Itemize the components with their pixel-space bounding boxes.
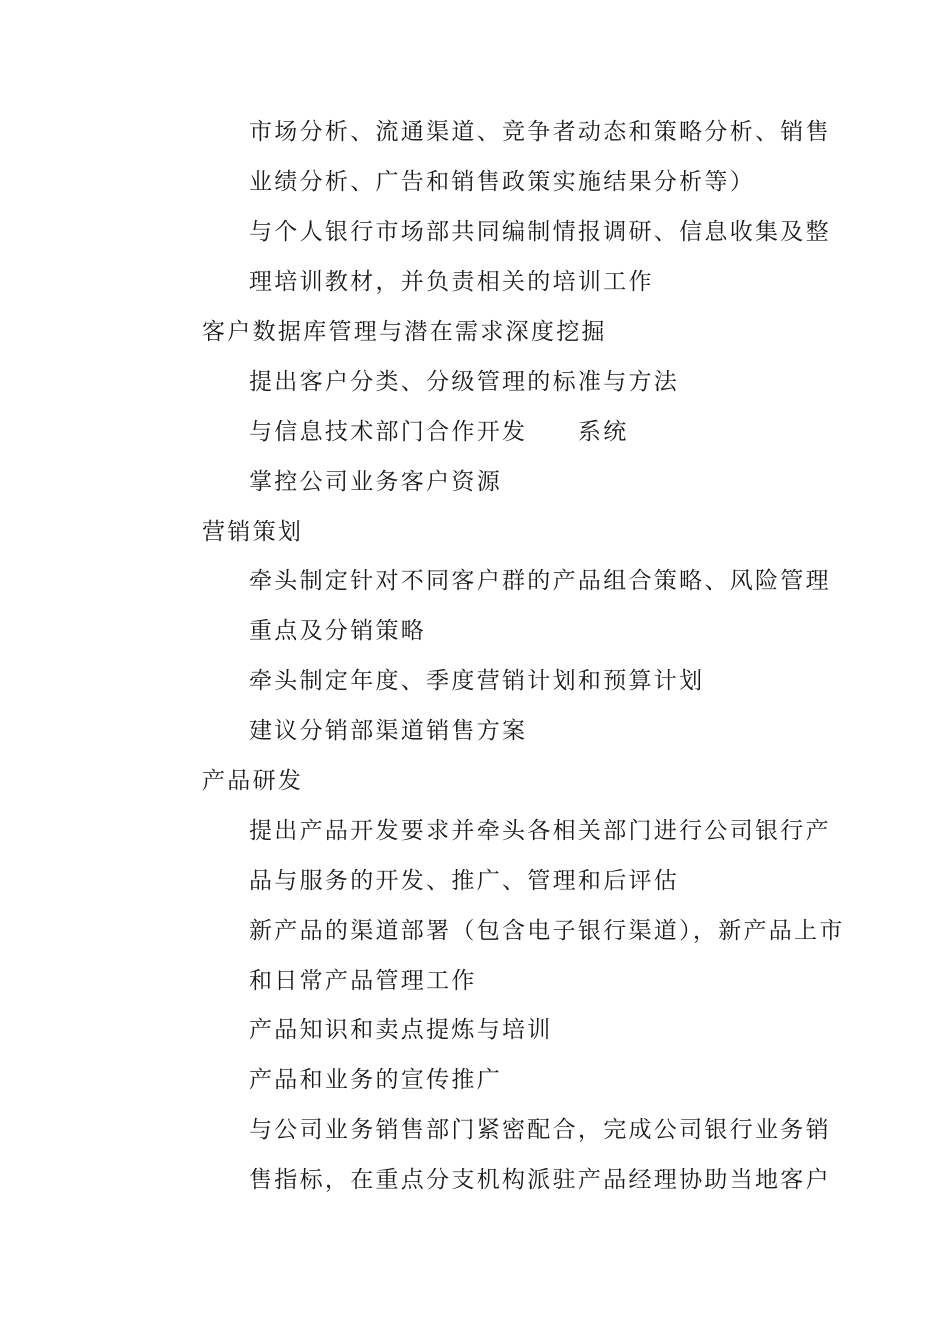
body-line: 与公司业务销售部门紧密配合，完成公司银行业务销 [249, 1117, 831, 1143]
body-line: 产品知识和卖点提炼与培训 [249, 1017, 553, 1043]
body-line: 提出产品开发要求并牵头各相关部门进行公司银行产 [249, 818, 831, 844]
body-line: 与个人银行市场部共同编制情报调研、信息收集及整 [249, 219, 831, 245]
body-line: 售指标，在重点分支机构派驻产品经理协助当地客户 [249, 1167, 831, 1193]
body-line: 掌控公司业务客户资源 [249, 469, 502, 495]
body-line: 牵头制定年度、季度营销计划和预算计划 [249, 668, 705, 694]
body-line: 产品和业务的宣传推广 [249, 1067, 502, 1093]
section-heading: 营销策划 [202, 519, 304, 545]
body-line: 建议分销部渠道销售方案 [249, 718, 528, 744]
body-line: 牵头制定针对不同客户群的产品组合策略、风险管理 [249, 568, 831, 594]
body-line: 品与服务的开发、推广、管理和后评估 [249, 868, 680, 894]
body-line: 和日常产品管理工作 [249, 968, 477, 994]
body-line: 业绩分析、广告和销售政策实施结果分析等） [249, 169, 755, 195]
body-line: 市场分析、流通渠道、竞争者动态和策略分析、销售 [249, 119, 831, 145]
body-line: 重点及分销策略 [249, 618, 427, 644]
body-line: 提出客户分类、分级管理的标准与方法 [249, 369, 680, 395]
section-heading: 产品研发 [202, 768, 304, 794]
body-line: 新产品的渠道部署（包含电子银行渠道），新产品上市 [249, 918, 845, 944]
body-line: 与信息技术部门合作开发 系统 [249, 419, 629, 445]
section-heading: 客户数据库管理与潜在需求深度挖掘 [202, 319, 607, 345]
body-line: 理培训教材，并负责相关的培训工作 [249, 269, 654, 295]
